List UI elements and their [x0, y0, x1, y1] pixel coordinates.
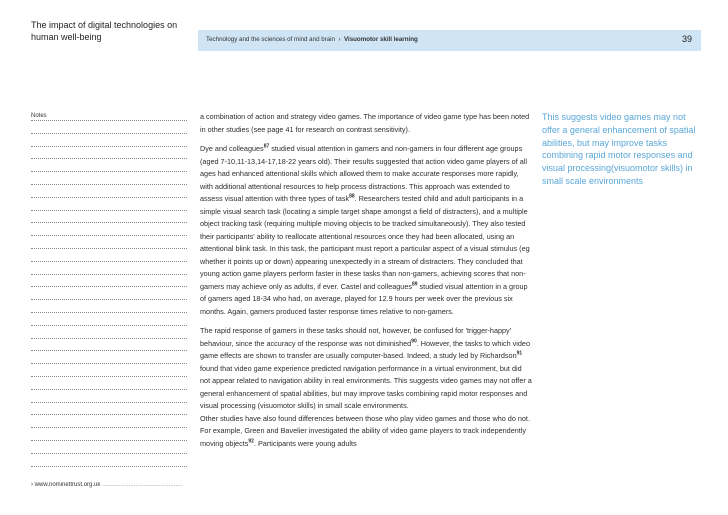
- breadcrumb-subsection: Visuomotor skill learning: [343, 36, 418, 43]
- text-run: . However, the tasks to which video game effects are shown to transfer are usually computer-based. Indeed, a study led by Richardson: [200, 338, 530, 360]
- pull-quote: This suggests video games may not offer a general enhancement of spatial abilities, but may improve tasks combining rapid motor responses and visual processing(visuomotor skills) in small scale environments: [542, 112, 696, 186]
- notes-line: [31, 184, 187, 185]
- reference-90: 90: [411, 338, 417, 345]
- text-run: found that video game experience predicted navigation performance in a virtual environment, but did not appear related to navigation ability in real environments. This suggests video games may not offer a general enhancement of spatial abilities, but may improve tasks combining rapid motor responses and visual processing (visuomotor skills) in small scale environments.: [200, 363, 532, 410]
- notes-line: [31, 235, 187, 236]
- text-run: studied visual attention in gamers and non-gamers in four different age groups (aged 7-10,11-13,14-17,18-22 years old). Their results suggested that action video game players of all ages had enhanced attentional skills which allowed them to make accurate responses more rapidly, with additional attentional resources to help process distractions. This approach was extended to assess visual attention with three types of task: [200, 144, 527, 203]
- notes-line: [31, 466, 187, 467]
- notes-line: [31, 440, 187, 441]
- notes-line: [31, 376, 187, 377]
- notes-line: [31, 146, 187, 147]
- notes-line: [31, 338, 187, 339]
- page-number: 39: [681, 34, 692, 44]
- reference-89: 89: [411, 281, 418, 288]
- section-header-band: [198, 30, 701, 51]
- reference-91: 91: [516, 350, 523, 357]
- notes-line: [31, 210, 187, 211]
- url-text: www.nominettrust.org.uk: [34, 482, 101, 488]
- notes-line: [31, 453, 187, 454]
- url-dotted-rule: ................................................: [102, 482, 183, 488]
- notes-line: [31, 350, 187, 351]
- notes-line: [31, 222, 187, 223]
- body-text: [200, 111, 532, 457]
- notes-line: [31, 363, 187, 364]
- notes-line: [31, 312, 187, 313]
- text-run: Other studies have also found differences between those who play video games and those who do not. For example, Green and Bavelier investigated the ability of video game players to track independently moving objects: [200, 413, 530, 448]
- url-chevron: ›: [31, 482, 33, 488]
- breadcrumb: [206, 36, 418, 43]
- notes-line: [31, 133, 187, 134]
- text-run: The rapid response of gamers in these tasks should not, however, be confused for 'trigger-happy' behaviour, since the accuracy of the response was not diminished: [200, 326, 512, 348]
- notes-line: [31, 414, 187, 415]
- reference-92: 92: [248, 438, 254, 445]
- text-run: Dye and colleagues: [200, 144, 264, 153]
- breadcrumb-section: Technology and the sciences of mind and brain: [206, 36, 335, 43]
- text-run: . Participants were young adults: [253, 438, 357, 448]
- reference-88: 88: [349, 193, 355, 200]
- website-link[interactable]: [31, 482, 187, 488]
- notes-label: Notes: [31, 113, 47, 119]
- text-run: . Researchers tested child and adult participants in a simple visual search task (locating a simple target shape amongst a field of distracters), and a multiple object tracking task (requiring multiple moving objects to be tracked simultaneously). They also tested their participants' ability to reallocate attentional resources once they had been allocated, using an attentional blink task. In this task, the participant must report a particular aspect of a visual stimulus (eg whether it points up or down) appearing unexpectedly in a stream of distracters. They concluded that young action game players perform faster in these tasks than non-gamers, achieving scores that non-gamers may achieve only as adults, if ever. Castel and colleagues: [200, 194, 530, 291]
- notes-line: [31, 248, 187, 249]
- document-title: The impact of digital technologies on human well-being: [31, 20, 178, 42]
- text-run: studied visual attention in a group of gamers aged 18-34 who had, on average, played for 12.9 hours per week over the previous six months. Again, gamers produced faster response times relative to non-gamers.: [200, 281, 528, 316]
- breadcrumb-separator: ›: [338, 36, 341, 43]
- notes-line: [31, 197, 187, 198]
- reference-87: 87: [263, 143, 270, 150]
- paragraph-1: a combination of action and strategy video games. The importance of video game type has been noted in other studies (see page 41 for research on contrast sensitivity).: [200, 112, 530, 134]
- notes-line: [31, 120, 187, 121]
- notes-line: [31, 389, 187, 390]
- notes-line: [31, 261, 187, 262]
- paragraph-3: [200, 325, 532, 413]
- notes-line: [31, 274, 187, 275]
- paragraph-2: [200, 143, 532, 318]
- notes-line: [31, 158, 187, 159]
- notes-line: [31, 299, 187, 300]
- notes-line: [31, 427, 187, 428]
- notes-line: [31, 286, 187, 287]
- notes-line: [31, 402, 187, 403]
- notes-line: [31, 171, 187, 172]
- notes-line: [31, 325, 187, 326]
- paragraph-4: [200, 413, 532, 451]
